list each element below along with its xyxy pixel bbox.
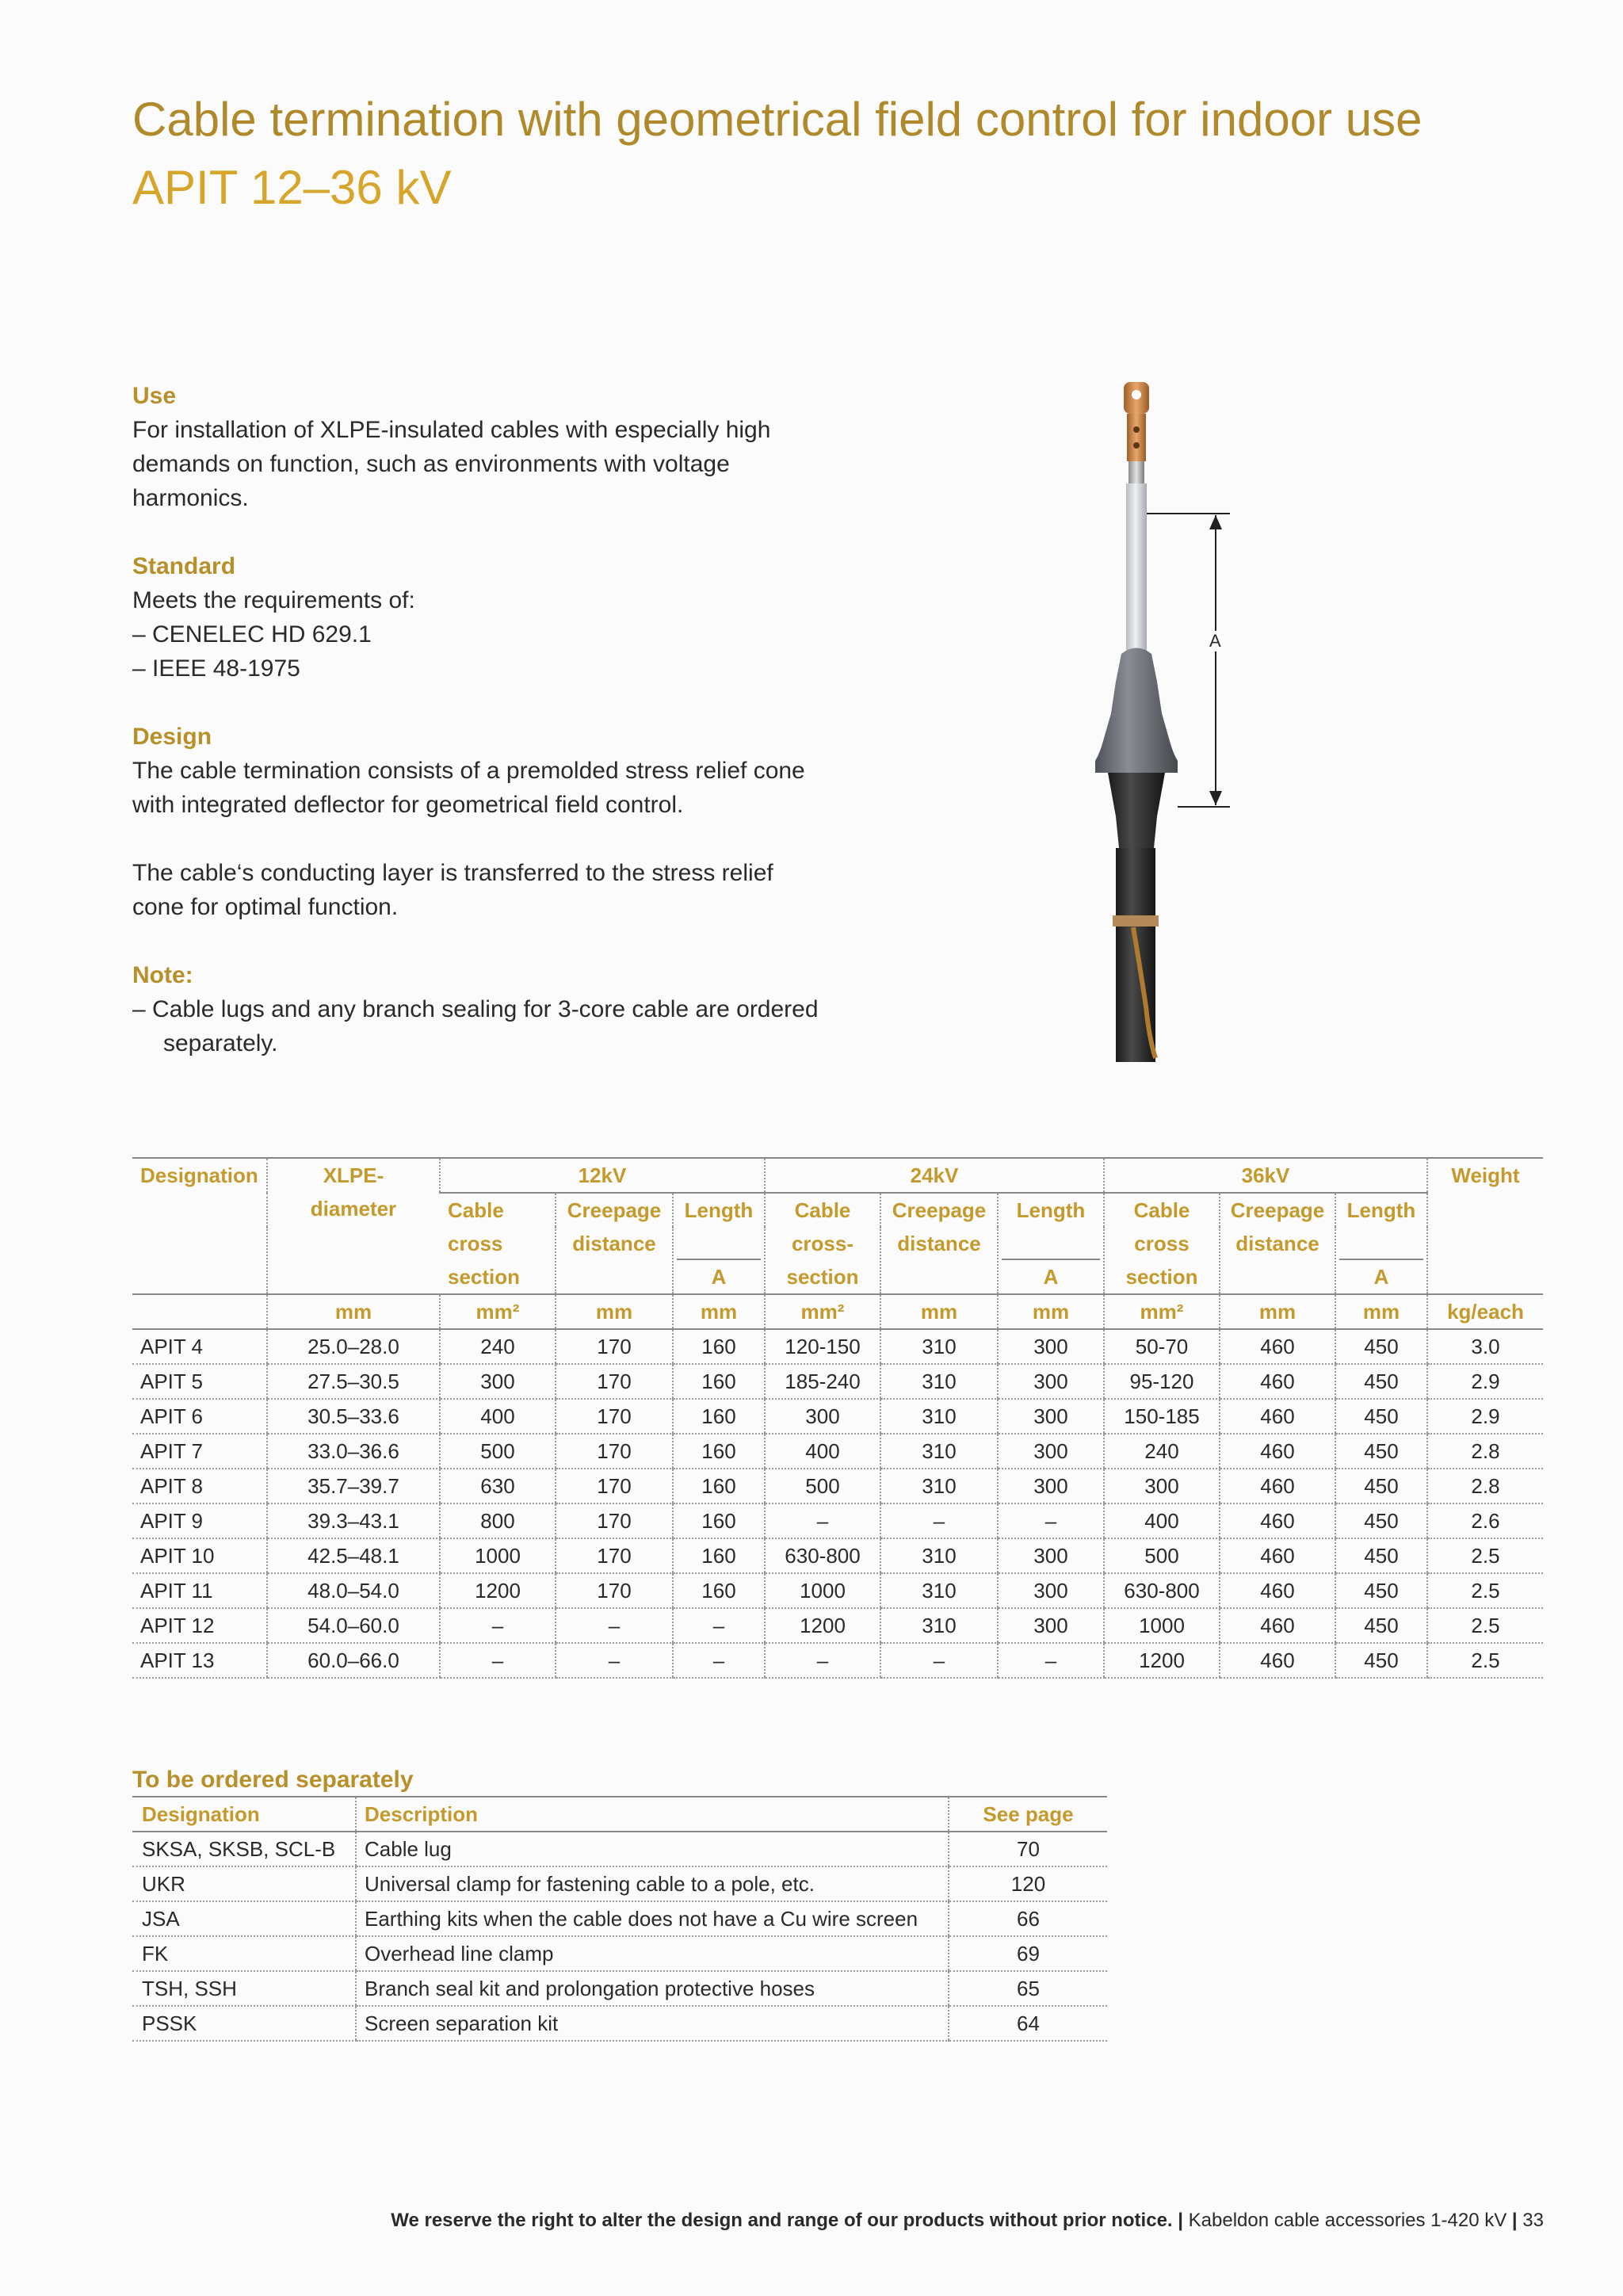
order-page: 65 xyxy=(949,1971,1107,2006)
table-cell: 300 xyxy=(765,1399,880,1434)
table-cell: 160 xyxy=(673,1364,765,1399)
table-cell: 300 xyxy=(440,1364,556,1399)
note-item: – Cable lugs and any branch sealing for 3-core cable are ordered separately. xyxy=(132,996,819,1056)
header-cable: Cable xyxy=(765,1193,880,1227)
table-row xyxy=(132,1573,1543,1608)
header-section: section xyxy=(786,1265,859,1289)
row-designation: APIT 7 xyxy=(132,1434,267,1469)
header-creepage: Creepage xyxy=(880,1193,998,1227)
table-cell: 2.5 xyxy=(1427,1573,1543,1608)
table-cell: 95-120 xyxy=(1104,1364,1220,1399)
header-section: section xyxy=(1125,1265,1198,1289)
table-cell: 42.5–48.1 xyxy=(267,1538,440,1573)
table-row xyxy=(132,1434,1543,1469)
table-cell: 310 xyxy=(880,1434,998,1469)
note-heading: Note: xyxy=(132,962,193,988)
table-cell: 300 xyxy=(998,1434,1104,1469)
table-cell: 310 xyxy=(880,1573,998,1608)
table-cell: 240 xyxy=(1104,1434,1220,1469)
order-header-page: See page xyxy=(949,1797,1107,1832)
header-weight: Weight xyxy=(1427,1158,1543,1294)
order-description: Cable lug xyxy=(356,1832,949,1866)
table-cell: 460 xyxy=(1220,1399,1335,1434)
lug-crimp-mark xyxy=(1133,442,1140,449)
table-cell: 160 xyxy=(673,1503,765,1538)
table-cell: 800 xyxy=(440,1503,556,1538)
table-cell: 1200 xyxy=(765,1608,880,1643)
table-row xyxy=(132,2006,1107,2041)
header-a xyxy=(998,1227,1104,1294)
table-cell: 460 xyxy=(1220,1503,1335,1538)
table-cell: 310 xyxy=(880,1469,998,1503)
header-cross-section xyxy=(440,1227,556,1294)
header-a-label: A xyxy=(1339,1259,1423,1293)
table-cell: 160 xyxy=(673,1329,765,1364)
table-cell: 460 xyxy=(1220,1643,1335,1678)
header-length: Length xyxy=(998,1193,1104,1227)
order-page: 69 xyxy=(949,1936,1107,1971)
row-designation: APIT 6 xyxy=(132,1399,267,1434)
table-cell: – xyxy=(673,1608,765,1643)
order-designation: JSA xyxy=(132,1901,356,1936)
table-row xyxy=(132,1364,1543,1399)
table-cell: 2.9 xyxy=(1427,1364,1543,1399)
order-header-description: Description xyxy=(356,1797,949,1832)
order-designation: FK xyxy=(132,1936,356,1971)
header-length: Length xyxy=(1335,1193,1427,1227)
table-row xyxy=(132,1469,1543,1503)
table-cell: 310 xyxy=(880,1364,998,1399)
table-cell: 460 xyxy=(1220,1573,1335,1608)
table-row xyxy=(132,1866,1107,1901)
table-cell: 460 xyxy=(1220,1469,1335,1503)
lug-crimp-mark xyxy=(1133,426,1140,433)
footer-separator: | xyxy=(1172,2210,1189,2231)
table-cell: 460 xyxy=(1220,1608,1335,1643)
table-cell: 160 xyxy=(673,1573,765,1608)
table-cell: 170 xyxy=(556,1573,673,1608)
table-cell: – xyxy=(880,1643,998,1678)
table-row xyxy=(132,1936,1107,1971)
table-cell: 54.0–60.0 xyxy=(267,1608,440,1643)
table-cell: 170 xyxy=(556,1538,673,1573)
table-cell: 450 xyxy=(1335,1434,1427,1469)
header-24kv: 24kV xyxy=(765,1158,1104,1193)
order-header-designation: Designation xyxy=(132,1797,356,1832)
standard-item: – CENELEC HD 629.1 xyxy=(132,621,372,648)
specification-rows xyxy=(132,1329,1543,1678)
table-cell: 170 xyxy=(556,1399,673,1434)
header-xlpe-diameter xyxy=(267,1158,440,1294)
table-cell: 2.9 xyxy=(1427,1399,1543,1434)
table-cell: 170 xyxy=(556,1329,673,1364)
table-cell: 1000 xyxy=(765,1573,880,1608)
table-cell: 450 xyxy=(1335,1364,1427,1399)
table-cell: 630 xyxy=(440,1469,556,1503)
header-distance: distance xyxy=(1220,1227,1335,1294)
table-cell: 60.0–66.0 xyxy=(267,1643,440,1678)
table-cell: 300 xyxy=(998,1399,1104,1434)
design-text-2: The cable‘s conducting layer is transferred to the stress relief cone for optimal function. xyxy=(132,860,773,920)
table-cell: – xyxy=(556,1608,673,1643)
specification-table xyxy=(132,1157,1543,1679)
table-cell: 160 xyxy=(673,1538,765,1573)
table-cell: 630-800 xyxy=(765,1538,880,1573)
table-cell: 450 xyxy=(1335,1329,1427,1364)
table-cell: 300 xyxy=(998,1573,1104,1608)
title-main: Cable termination with geometrical field control for indoor use xyxy=(132,93,1423,146)
table-cell: – xyxy=(440,1643,556,1678)
arrow-head-top xyxy=(1209,515,1222,529)
table-cell: 2.8 xyxy=(1427,1469,1543,1503)
table-row xyxy=(132,1971,1107,2006)
footer-catalog: Kabeldon cable accessories 1-420 kV xyxy=(1188,2210,1507,2231)
header-diameter: diameter xyxy=(310,1197,397,1221)
table-cell: 170 xyxy=(556,1364,673,1399)
row-designation: APIT 4 xyxy=(132,1329,267,1364)
unit-cell xyxy=(132,1294,267,1329)
unit-cell: kg/each xyxy=(1427,1294,1543,1329)
header-cross-section xyxy=(765,1227,880,1294)
order-description: Earthing kits when the cable does not have a Cu wire screen xyxy=(356,1901,949,1936)
standard-heading: Standard xyxy=(132,553,236,579)
header-designation: Designation xyxy=(132,1158,267,1294)
lug-hole xyxy=(1132,390,1141,399)
table-cell: 450 xyxy=(1335,1399,1427,1434)
table-cell: 170 xyxy=(556,1434,673,1469)
table-cell: – xyxy=(673,1643,765,1678)
description-column xyxy=(132,379,830,1060)
table-cell: 35.7–39.7 xyxy=(267,1469,440,1503)
table-cell: 160 xyxy=(673,1469,765,1503)
order-designation: PSSK xyxy=(132,2006,356,2041)
header-a-label: A xyxy=(677,1259,761,1293)
design-text: The cable termination consists of a premolded stress relief cone with integrated deflector for geometrical field control. xyxy=(132,758,805,818)
conductor xyxy=(1128,461,1144,483)
table-cell: 450 xyxy=(1335,1608,1427,1643)
header-cross: cross xyxy=(448,1232,503,1255)
order-designation: SKSA, SKSB, SCL-B xyxy=(132,1832,356,1866)
unit-cell: mm xyxy=(1220,1294,1335,1329)
table-cell: 120-150 xyxy=(765,1329,880,1364)
table-row xyxy=(132,1608,1543,1643)
row-designation: APIT 5 xyxy=(132,1364,267,1399)
table-cell: 460 xyxy=(1220,1434,1335,1469)
header-36kv: 36kV xyxy=(1104,1158,1427,1193)
order-description: Branch seal kit and prolongation protective hoses xyxy=(356,1971,949,2006)
row-designation: APIT 10 xyxy=(132,1538,267,1573)
table-cell: 450 xyxy=(1335,1469,1427,1503)
header-distance: distance xyxy=(556,1227,673,1294)
table-cell: 500 xyxy=(1104,1538,1220,1573)
table-cell: 460 xyxy=(1220,1364,1335,1399)
standard-intro: Meets the requirements of: xyxy=(132,587,415,613)
table-cell: 150-185 xyxy=(1104,1399,1220,1434)
table-cell: 170 xyxy=(556,1469,673,1503)
table-cell: 1200 xyxy=(1104,1643,1220,1678)
table-cell: – xyxy=(998,1503,1104,1538)
table-cell: 460 xyxy=(1220,1538,1335,1573)
dimension-label: A xyxy=(1209,631,1221,651)
unit-cell: mm xyxy=(267,1294,440,1329)
table-cell: 170 xyxy=(556,1503,673,1538)
table-row xyxy=(132,1503,1543,1538)
table-row xyxy=(132,1329,1543,1364)
table-cell: 2.8 xyxy=(1427,1434,1543,1469)
table-cell: 30.5–33.6 xyxy=(267,1399,440,1434)
table-cell: 500 xyxy=(765,1469,880,1503)
table-cell: 160 xyxy=(673,1399,765,1434)
table-cell: 25.0–28.0 xyxy=(267,1329,440,1364)
row-designation: APIT 8 xyxy=(132,1469,267,1503)
order-description: Overhead line clamp xyxy=(356,1936,949,1971)
header-a xyxy=(1335,1227,1427,1294)
table-cell: 2.6 xyxy=(1427,1503,1543,1538)
table-cell: 310 xyxy=(880,1538,998,1573)
lug-barrel xyxy=(1127,414,1146,461)
table-cell: 310 xyxy=(880,1329,998,1364)
table-cell: 300 xyxy=(998,1469,1104,1503)
standard-item: – IEEE 48-1975 xyxy=(132,655,300,682)
page-number: 33 xyxy=(1522,2210,1544,2231)
order-description: Universal clamp for fastening cable to a pole, etc. xyxy=(356,1866,949,1901)
unit-cell: mm² xyxy=(440,1294,556,1329)
order-page: 70 xyxy=(949,1832,1107,1866)
cable-jacket-taper xyxy=(1108,773,1165,848)
table-cell: 50-70 xyxy=(1104,1329,1220,1364)
table-cell: 300 xyxy=(998,1364,1104,1399)
table-row xyxy=(132,1538,1543,1573)
design-heading: Design xyxy=(132,724,212,750)
page-footer xyxy=(391,2207,1544,2234)
table-cell: 2.5 xyxy=(1427,1643,1543,1678)
table-row xyxy=(132,1832,1107,1866)
table-cell: – xyxy=(765,1643,880,1678)
table-cell: 450 xyxy=(1335,1643,1427,1678)
header-12kv: 12kV xyxy=(440,1158,765,1193)
order-page: 66 xyxy=(949,1901,1107,1936)
table-cell: – xyxy=(556,1643,673,1678)
table-cell: 450 xyxy=(1335,1573,1427,1608)
table-cell: 460 xyxy=(1220,1329,1335,1364)
table-cell: 2.5 xyxy=(1427,1608,1543,1643)
table-cell: 310 xyxy=(880,1399,998,1434)
header-a xyxy=(673,1227,765,1294)
header-creepage: Creepage xyxy=(556,1193,673,1227)
table-cell: 33.0–36.6 xyxy=(267,1434,440,1469)
table-cell: 400 xyxy=(440,1399,556,1434)
header-section: section xyxy=(448,1265,521,1289)
table-cell: 240 xyxy=(440,1329,556,1364)
table-cell: 630-800 xyxy=(1104,1573,1220,1608)
table-cell: 450 xyxy=(1335,1538,1427,1573)
table-cell: – xyxy=(998,1643,1104,1678)
table-cell: 3.0 xyxy=(1427,1329,1543,1364)
unit-cell: mm xyxy=(556,1294,673,1329)
header-cable: Cable xyxy=(448,1198,504,1222)
table-cell: 300 xyxy=(998,1608,1104,1643)
header-cross: cross xyxy=(1134,1232,1190,1255)
header-xlpe: XLPE- xyxy=(323,1163,384,1187)
use-heading: Use xyxy=(132,383,177,409)
unit-cell: mm xyxy=(998,1294,1104,1329)
table-cell: 400 xyxy=(765,1434,880,1469)
table-cell: 27.5–30.5 xyxy=(267,1364,440,1399)
table-cell: 450 xyxy=(1335,1503,1427,1538)
table-cell: 160 xyxy=(673,1434,765,1469)
use-text: For installation of XLPE-insulated cables with especially high demands on function, such as environments with voltage harmonics. xyxy=(132,417,771,511)
table-row xyxy=(132,1643,1543,1678)
table-cell: 310 xyxy=(880,1608,998,1643)
table-cell: 300 xyxy=(1104,1469,1220,1503)
order-table xyxy=(132,1796,1107,2042)
table-cell: 185-240 xyxy=(765,1364,880,1399)
order-page: 64 xyxy=(949,2006,1107,2041)
table-cell: 300 xyxy=(998,1329,1104,1364)
title-subtitle: APIT 12–36 kV xyxy=(132,161,452,214)
termination-drawing xyxy=(1022,372,1284,1070)
table-cell: – xyxy=(765,1503,880,1538)
footer-notice: We reserve the right to alter the design and range of our products without prior notice. xyxy=(391,2210,1173,2231)
screen-band xyxy=(1113,915,1159,926)
page-title xyxy=(132,86,1422,222)
table-cell: 39.3–43.1 xyxy=(267,1503,440,1538)
arrow-head-bottom xyxy=(1209,791,1222,805)
table-cell: 300 xyxy=(998,1538,1104,1573)
row-designation: APIT 9 xyxy=(132,1503,267,1538)
footer-separator: | xyxy=(1507,2210,1523,2231)
row-designation: APIT 12 xyxy=(132,1608,267,1643)
table-cell: – xyxy=(880,1503,998,1538)
order-description: Screen separation kit xyxy=(356,2006,949,2041)
row-designation: APIT 13 xyxy=(132,1643,267,1678)
table-cell: 2.5 xyxy=(1427,1538,1543,1573)
insulation xyxy=(1126,483,1147,654)
order-page: 120 xyxy=(949,1866,1107,1901)
table-cell: 400 xyxy=(1104,1503,1220,1538)
header-length: Length xyxy=(673,1193,765,1227)
unit-cell: mm xyxy=(1335,1294,1427,1329)
order-designation: UKR xyxy=(132,1866,356,1901)
stress-cone xyxy=(1095,648,1178,774)
order-section-title: To be ordered separately xyxy=(132,1767,414,1793)
unit-cell: mm xyxy=(673,1294,765,1329)
unit-cell: mm xyxy=(880,1294,998,1329)
table-cell: 1000 xyxy=(440,1538,556,1573)
header-creepage: Creepage xyxy=(1220,1193,1335,1227)
table-cell: 1200 xyxy=(440,1573,556,1608)
header-distance: distance xyxy=(880,1227,998,1294)
table-row xyxy=(132,1399,1543,1434)
termination-illustration xyxy=(1022,372,1284,1070)
header-cross: cross- xyxy=(791,1232,854,1255)
header-cable: Cable xyxy=(1104,1193,1220,1227)
order-rows xyxy=(132,1832,1107,2041)
row-designation: APIT 11 xyxy=(132,1573,267,1608)
unit-cell: mm² xyxy=(1104,1294,1220,1329)
table-row xyxy=(132,1901,1107,1936)
table-cell: 48.0–54.0 xyxy=(267,1573,440,1608)
table-cell: 500 xyxy=(440,1434,556,1469)
header-a-label: A xyxy=(1002,1259,1100,1293)
header-cross-section xyxy=(1104,1227,1220,1294)
table-cell: 1000 xyxy=(1104,1608,1220,1643)
order-designation: TSH, SSH xyxy=(132,1971,356,2006)
table-cell: – xyxy=(440,1608,556,1643)
unit-cell: mm² xyxy=(765,1294,880,1329)
